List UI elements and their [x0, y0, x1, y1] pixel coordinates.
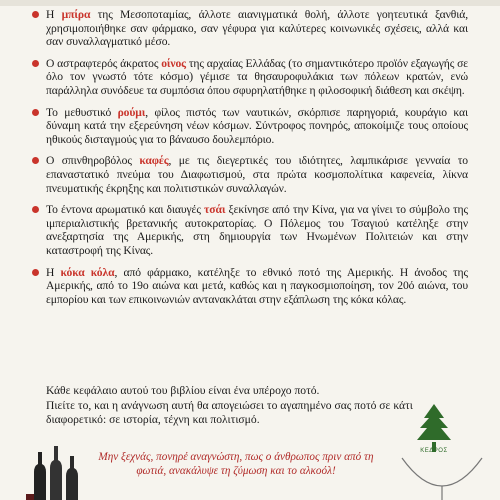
keyword: ρούμι: [117, 105, 146, 119]
bullet-icon: [32, 269, 39, 276]
keyword: τσάι: [204, 203, 226, 217]
bullet-icon: [32, 206, 39, 213]
paragraph: Η κόκα κόλα, από φάρμακο, κατέληξε το εθνικό ποτό της Αμερικής. Η άνοδος της Αμερικής, από το 19ο αιώνα και μετά, καθώς και η παγκοσμιοποίηση, τον 20ό αιώνα, του εμπορίου και των επικοινωνιών αντανακλάται στην εξάπλωση της κόκα κόλας.: [46, 265, 468, 306]
bottles-icon: [26, 442, 86, 500]
list-item-coffee: [28, 154, 468, 195]
top-edge: [0, 0, 500, 6]
keyword: κόκα κόλα: [60, 265, 115, 279]
keyword: οίνος: [161, 56, 186, 70]
bullet-icon: [32, 157, 39, 164]
closing-line-2: Πιείτε το, και η ανάγνωση αυτή θα απογειώσει το αγαπημένο σας ποτό σε κάτι διαφορετικό: σε ιστορία, τέχνη και πολιτισμό.: [46, 398, 413, 426]
list-item-rum: [28, 106, 468, 147]
publisher-logo-text: ΚΕΔΡΟΣ: [420, 448, 448, 454]
paragraph: Το μεθυστικό ρούμι, φίλος πιστός των ναυτικών, σκόρπισε παρηγοριά, κουράγιο και δύναμη κατά την εξερεύνηση νέων κόσμων. Σύντροφος πονηρός, αποκοίμιζε τους οποίους ηθικούς δισταγμούς για το βάναυσο δουλεμπόριο.: [46, 105, 468, 146]
keyword: καφές: [139, 154, 169, 168]
list-item-tea: [28, 203, 468, 257]
closing-text: [46, 384, 426, 428]
paragraph: Ο αστραφτερός άκρατος οίνος της αρχαίας Ελλάδας (το σημαντικότερο προϊόν εξαγωγής σε όλο τον γνωστό τότε κόσμο) γέμισε τα θησαυροφυλάκια των πόλεων κρατών, ενώ παράλληλα συνόδευε τα συμπόσια όπου σφυρηλατήθηκε η φιλοσοφική διάθεση και σκέψη.: [46, 56, 468, 97]
paragraph: Η μπίρα της Μεσοποταμίας, άλλοτε αιανιγματικά θολή, άλλοτε γοητευτικά ξανθιά, χρησιμοποιήθηκε σαν φάρμακο, σαν γέφυρα για καλύτερες κοινωνικές σχέσεις, αλλά και σαν συναλλαγματικό μέσο.: [46, 8, 468, 49]
tagline: Μην ξεχνάς, πονηρέ αναγνώστη, πως ο άνθρωπος πριν από τη φωτιά, ανακάλυψε τη ζύμωση και το αλκοόλ!: [98, 451, 374, 477]
bullet-icon: [32, 109, 39, 116]
bullet-icon: [32, 60, 39, 67]
paragraph: Ο σπινθηροβόλος καφές, με τις διεγερτικές του ιδιότητες, λαμπικάρισε γενναία το επαναστατικό πνεύμα του Διαφωτισμού, στα πρώτα κοσμοπολίτικα καφενεία, λίκνα πνευματικής έκρηξης και πολιτιστικών συναλλαγών.: [46, 154, 468, 195]
wine-glass-icon: [392, 456, 492, 500]
list-item-beer: [28, 8, 468, 49]
list-item-wine: [28, 57, 468, 98]
bullet-icon: [32, 11, 39, 18]
paragraph: Το έντονα αρωματικό και διαυγές τσάι ξεκίνησε από την Κίνα, για να γίνει το σύμβολο της ιμπεριαλιστικής βρετανικής αυτοκρατορίας. Ο Πόλεμος του Τσαγιού κατέληξε στην ανεξαρτησία της Αμερικής, στη δημιουργία των Ηνωμένων Πολιτειών και στην καταστροφή της Κίνας.: [46, 203, 468, 257]
list-item-cola: [28, 266, 468, 307]
keyword: μπίρα: [61, 8, 91, 21]
drinks-list: [28, 8, 468, 314]
closing-line-1: Κάθε κεφάλαιο αυτού του βιβλίου είναι ένα υπέροχο ποτό.: [46, 384, 320, 397]
